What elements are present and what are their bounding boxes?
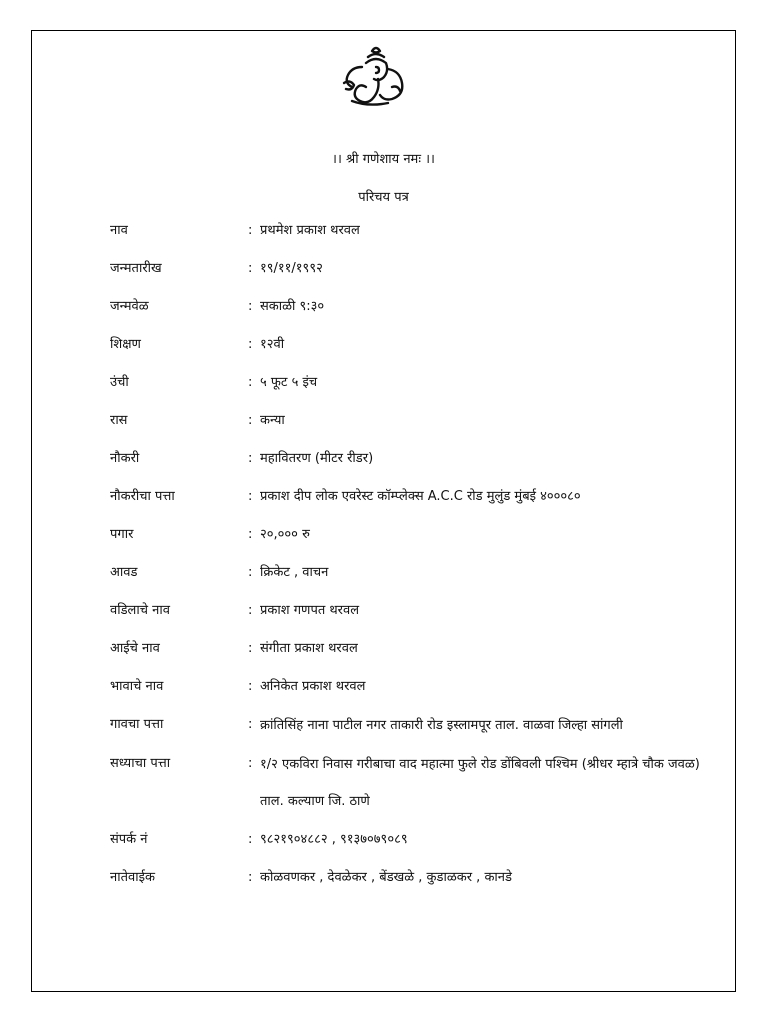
field-value: सकाळी ९:३० [260, 299, 325, 314]
field-label: सध्याचा पत्ता [110, 756, 171, 771]
field-separator: : [248, 832, 253, 847]
field-row-father-name [110, 601, 720, 621]
field-label: नौकरी [110, 451, 140, 466]
field-label: शिक्षण [110, 337, 141, 352]
field-separator: : [248, 565, 253, 580]
field-separator: : [248, 375, 253, 390]
field-row-mother-name [110, 639, 720, 659]
invocation-text: ।। श्री गणेशाय नमः ।। [332, 152, 435, 167]
field-value: १९/११/१९९२ [260, 261, 323, 276]
field-value: १/२ एकविरा निवास गरीबाचा वाद महात्मा फुले रोड डोंबिवली पश्चिम (श्रीधर म्हात्रे चौक जवळ) ताल. कल्याण जि. ठाणे [260, 757, 700, 809]
field-separator: : [248, 717, 253, 732]
field-label: जन्मतारीख [110, 261, 162, 276]
document-title: परिचय पत्र [358, 190, 409, 205]
field-separator: : [248, 756, 253, 771]
field-row-native-address [110, 715, 720, 744]
field-separator: : [248, 603, 253, 618]
field-row-contact [110, 830, 720, 850]
ganesha-icon [332, 43, 416, 111]
field-value: कोळवणकर , देवळेकर , बेंडखळे , कुडाळकर , कानडे [260, 870, 512, 885]
field-row-height [110, 373, 720, 393]
field-value: महावितरण (मीटर रीडर) [260, 451, 374, 466]
biodata-page [31, 30, 736, 992]
field-value: १२वी [260, 337, 285, 352]
field-label: नाव [110, 223, 128, 238]
field-label: रास [110, 413, 128, 428]
field-label: भावाचे नाव [110, 679, 164, 694]
field-row-salary [110, 525, 720, 545]
field-row-zodiac [110, 411, 720, 431]
field-row-brother-name [110, 677, 720, 697]
field-row-job-address [110, 487, 720, 507]
field-row-relatives [110, 868, 720, 888]
field-label: नौकरीचा पत्ता [110, 489, 175, 504]
field-value: प्रथमेश प्रकाश थरवल [260, 223, 360, 238]
field-label: नातेवाईक [110, 870, 155, 885]
field-label: गावचा पत्ता [110, 717, 164, 732]
field-label: संपर्क नं [110, 832, 148, 847]
field-separator: : [248, 451, 253, 466]
field-value: २०,००० रु [260, 527, 310, 542]
field-separator: : [248, 223, 253, 238]
field-value: कन्या [260, 413, 285, 428]
field-separator: : [248, 413, 253, 428]
field-separator: : [248, 870, 253, 885]
field-label: आईचे नाव [110, 641, 160, 656]
field-label: पगार [110, 527, 134, 542]
field-separator: : [248, 527, 253, 542]
field-separator: : [248, 679, 253, 694]
field-row-name [110, 221, 720, 241]
field-separator: : [248, 641, 253, 656]
field-row-birthtime [110, 297, 720, 317]
field-separator: : [248, 489, 253, 504]
field-row-job [110, 449, 720, 469]
field-row-current-address [110, 754, 720, 820]
field-value: प्रकाश दीप लोक एवरेस्ट कॉम्प्लेक्स A.C.C रोड मुलुंड मुंबई ४०००८० [260, 489, 581, 504]
field-value: ९८२१९०४८८२ , ९१३७०७९०८९ [260, 832, 408, 847]
field-label: वडिलाचे नाव [110, 603, 170, 618]
field-row-birthdate [110, 259, 720, 279]
field-separator: : [248, 261, 253, 276]
field-separator: : [248, 337, 253, 352]
field-label: उंची [110, 375, 129, 390]
field-row-hobbies [110, 563, 720, 583]
field-value: संगीता प्रकाश थरवल [260, 641, 358, 656]
field-value: क्रिकेट , वाचन [260, 565, 329, 580]
field-value: अनिकेत प्रकाश थरवल [260, 679, 366, 694]
field-label: जन्मवेळ [110, 299, 149, 314]
biodata-fields [110, 221, 720, 906]
field-row-education [110, 335, 720, 355]
field-value: ५ फूट ५ इंच [260, 375, 318, 390]
field-label: आवड [110, 565, 138, 580]
field-value: क्रांतिसिंह नाना पाटील नगर ताकारी रोड इस्लामपूर ताल. वाळवा जिल्हा सांगली [260, 718, 623, 733]
field-separator: : [248, 299, 253, 314]
field-value: प्रकाश गणपत थरवल [260, 603, 360, 618]
